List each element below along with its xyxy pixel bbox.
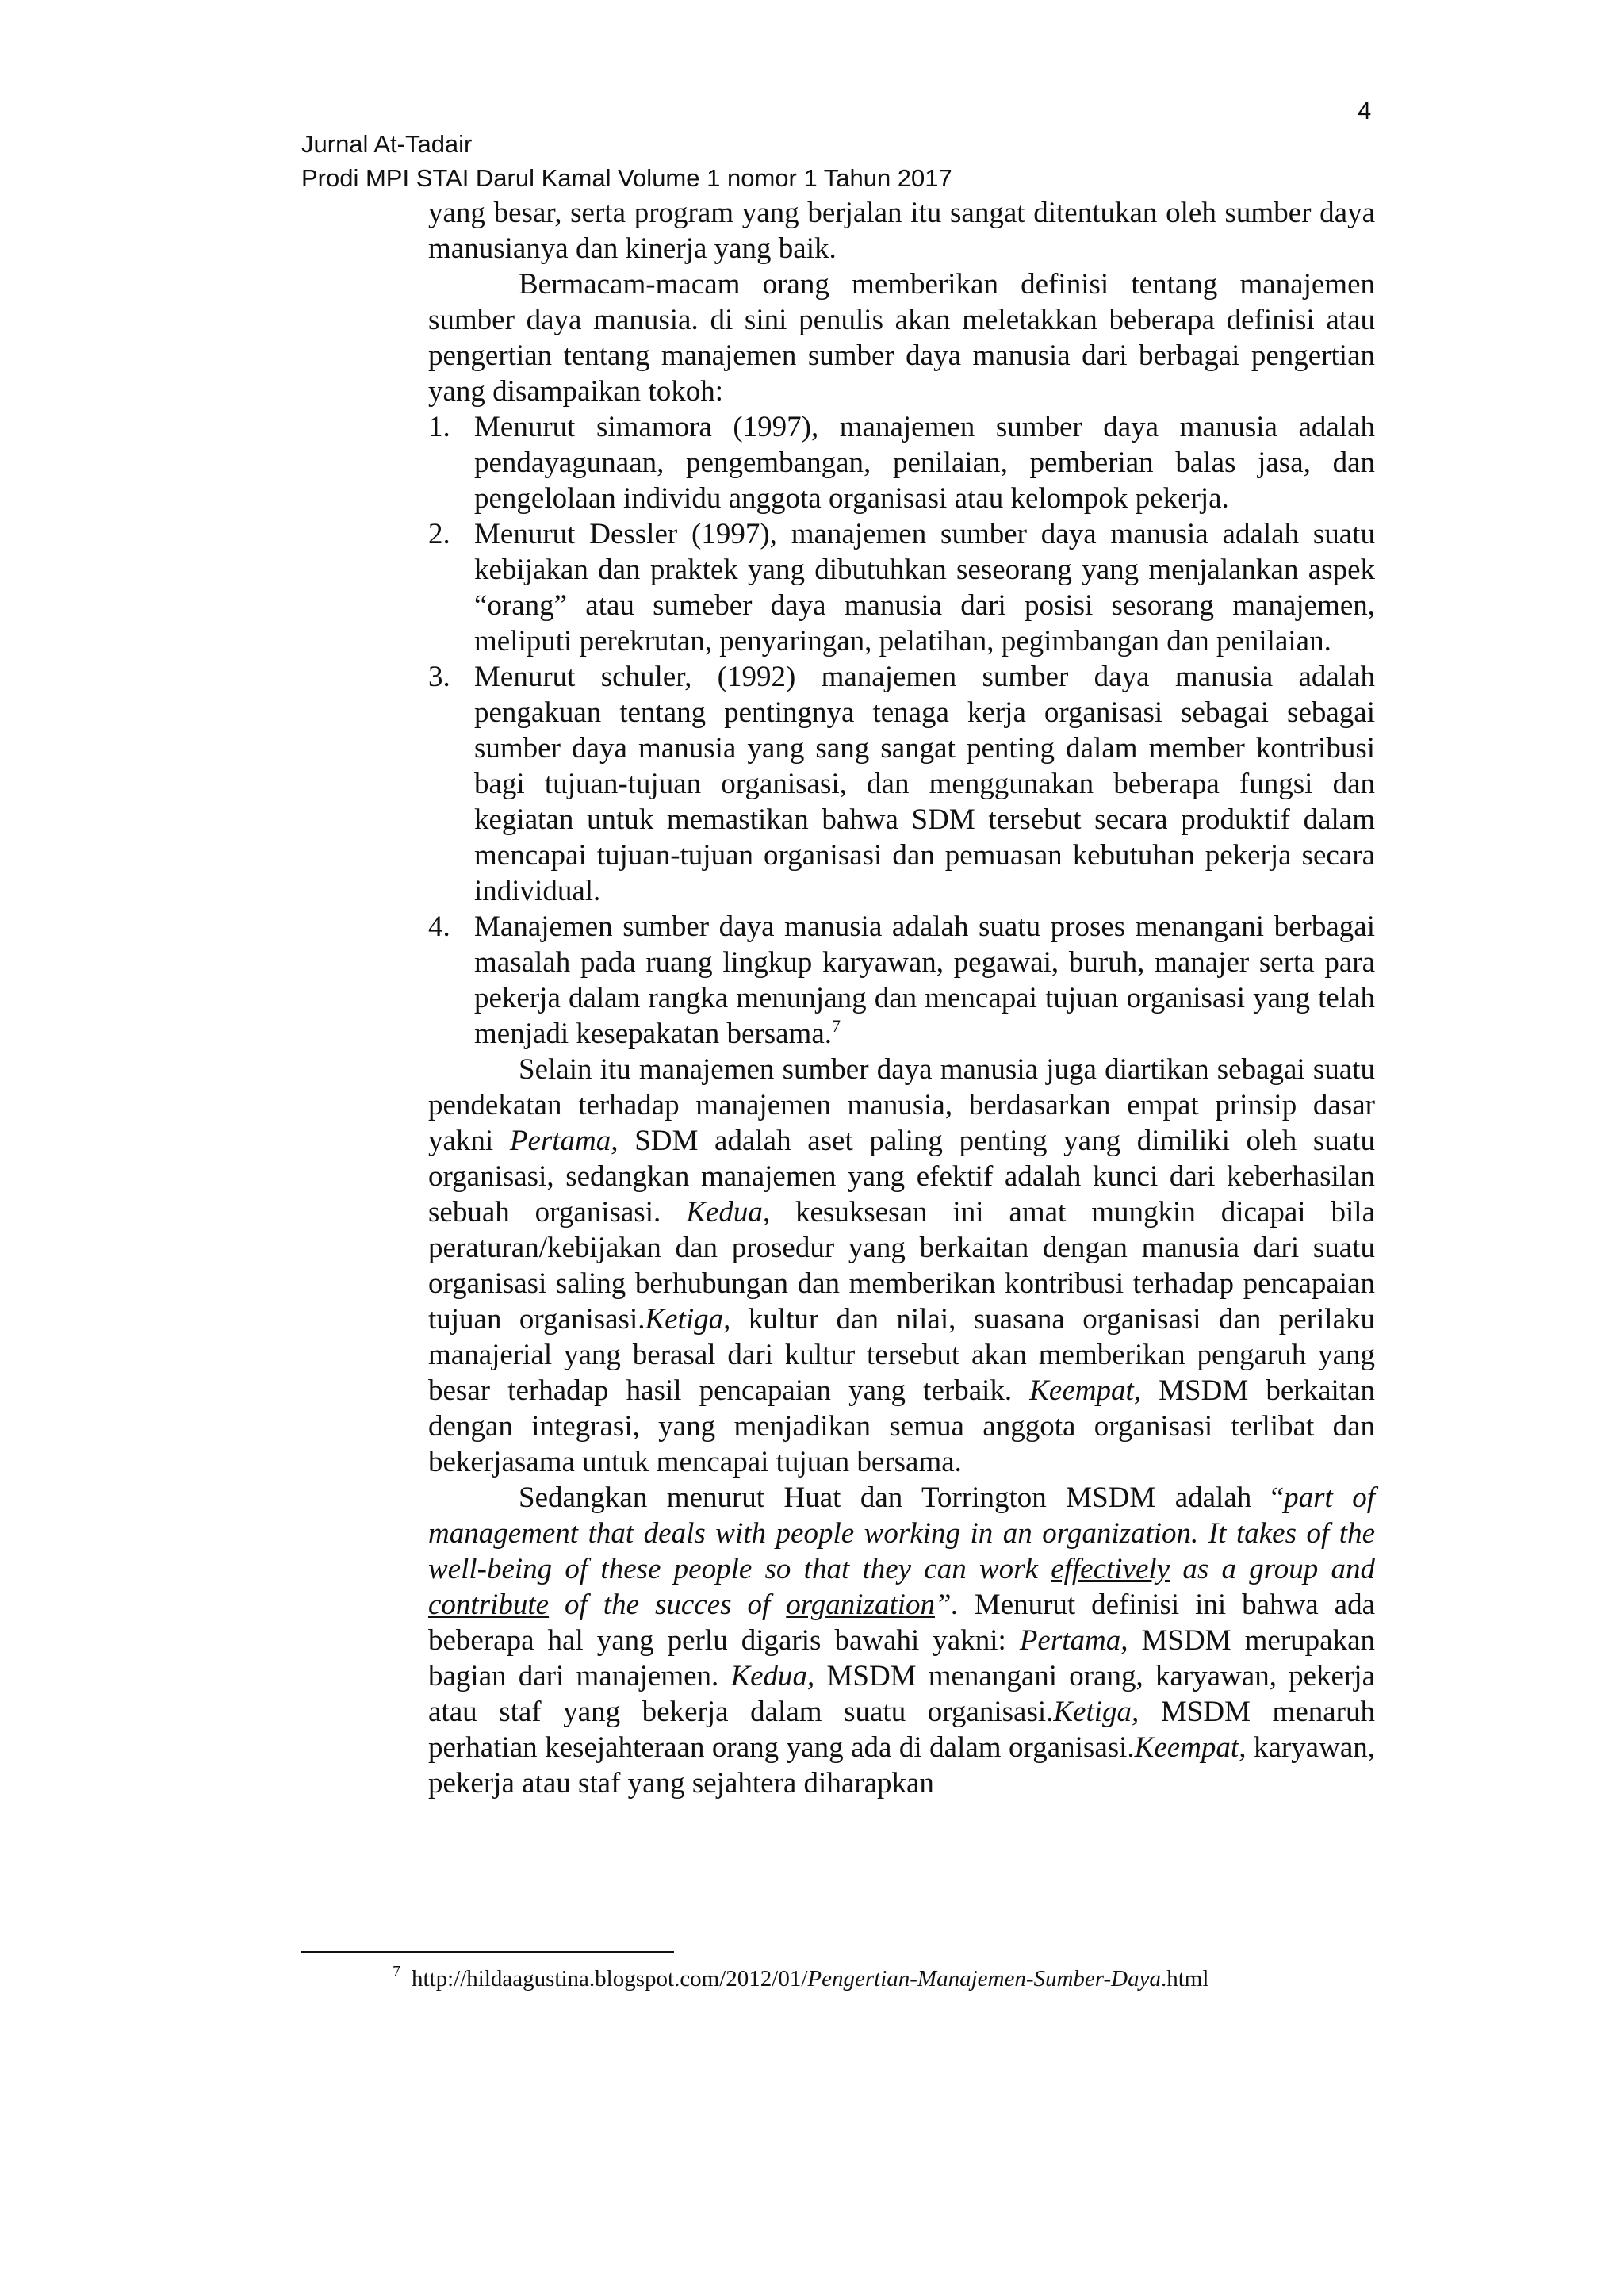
footnote-number: 7 bbox=[393, 1963, 400, 1980]
list-item bbox=[428, 659, 1375, 909]
list-number: 4. bbox=[428, 910, 450, 943]
emphasis-text: Pertama, bbox=[1019, 1624, 1128, 1657]
paragraph-principles bbox=[428, 1052, 1375, 1480]
underlined-term: contribute bbox=[428, 1589, 550, 1621]
underlined-term: organization bbox=[786, 1589, 935, 1621]
footnote bbox=[393, 1964, 1208, 1994]
text-run: , MSDM berkaitan dengan integrasi, yang menjadikan semua anggota organisasi terlibat dan bekerjasama untuk mencapai tujuan bersama. bbox=[428, 1374, 1375, 1478]
text-run: karyawan, pekerja atau staf yang sejahtera diharapkan bbox=[428, 1731, 1375, 1800]
text-run: kultur dan nilai, suasana organisasi dan perilaku manajerial yang berasal dari kultur tersebut akan memberikan pengaruh yang besar terhadap hasil pencapaian yang terbaik. bbox=[428, 1303, 1375, 1407]
emphasis-text: Ketiga, bbox=[1053, 1696, 1139, 1728]
text-run: Menurut definisi ini bahwa ada beberapa hal yang perlu digaris bawahi yakni: bbox=[428, 1589, 1376, 1657]
paragraph-huat-torrington bbox=[428, 1480, 1375, 1801]
quote-text: as a group and bbox=[1170, 1553, 1375, 1585]
text-run: Selain itu manajemen sumber daya manusia juga diartikan sebagai suatu pendekatan terhadap manajemen manusia, berdasarkan empat prinsip dasar yakni bbox=[428, 1053, 1375, 1157]
quote-text: part of management that deals with people working in an organization. It takes of the well-being of these people so that they can work bbox=[428, 1481, 1375, 1585]
text-run: MSDM merupakan bagian dari manajemen. bbox=[428, 1624, 1375, 1692]
list-item-text: Menurut Dessler (1997), manajemen sumber daya manusia adalah suatu kebijakan dan praktek yang dibutuhkan seseorang yang menjalankan aspek “orang” atau sumeber daya manusia dari posisi sesorang manajemen, meliputi perekrutan, penyaringan, pelatihan, pegimbangan dan penilaian. bbox=[474, 518, 1375, 657]
list-item-text: Menurut simamora (1997), manajemen sumber daya manusia adalah pendayagunaan, pengembangan, penilaian, pemberian balas jasa, dan pengelolaan individu anggota organisasi atau kelompok pekerja. bbox=[474, 411, 1375, 515]
journal-issue-info: Prodi MPI STAI Darul Kamal Volume 1 nomor 1 Tahun 2017 bbox=[301, 164, 952, 192]
emphasis-text: Keempat, bbox=[1134, 1731, 1247, 1764]
paragraph-continuation: yang besar, serta program yang berjalan itu sangat ditentukan oleh sumber daya manusianya dan kinerja yang baik. bbox=[428, 197, 1375, 265]
emphasis-text: Keempat bbox=[1029, 1374, 1134, 1407]
underlined-term: effectively bbox=[1051, 1553, 1170, 1585]
text-run: SDM adalah aset paling penting yang dimiliki oleh suatu organisasi, sedangkan manajemen yang efektif adalah kunci dari keberhasilan sebuah organisasi. bbox=[428, 1125, 1376, 1228]
journal-title: Jurnal At-Tadair bbox=[301, 130, 473, 158]
text-run: Sedangkan menurut Huat dan Torrington MSDM adalah “ bbox=[519, 1481, 1285, 1514]
emphasis-text: Pertama, bbox=[509, 1125, 619, 1157]
emphasis-text: Kedua, bbox=[686, 1196, 771, 1228]
list-number: 1. bbox=[428, 411, 450, 443]
footnote-url[interactable]: http://hildaagustina.blogspot.com/2012/01/Pengertian-Manajemen-Sumber-Daya.html bbox=[412, 1966, 1209, 1991]
text-run: MSDM menaruh perhatian kesejahteraan orang yang ada di dalam organisasi. bbox=[428, 1696, 1375, 1764]
page-number: 4 bbox=[1358, 97, 1372, 125]
emphasis-text: Ketiga, bbox=[645, 1303, 731, 1336]
list-item-text: Menurut schuler, (1992) manajemen sumber daya manusia adalah pengakuan tentang pentingnya tenaga kerja organisasi sebagai sebagai sumber daya manusia yang sang sangat penting dalam member kontribusi bagi tujuan-tujuan organisasi, dan menggunakan beberapa fungsi dan kegiatan untuk memastikan bahwa SDM tersebut secara produktif dalam mencapai tujuan-tujuan organisasi dan pemuasan kebutuhan pekerja secara individual. bbox=[474, 661, 1375, 907]
list-number: 3. bbox=[428, 661, 450, 693]
emphasis-text: Kedua, bbox=[730, 1660, 815, 1692]
running-header bbox=[301, 127, 952, 195]
list-item bbox=[428, 516, 1375, 659]
list-item-text: Manajemen sumber daya manusia adalah suatu proses menangani berbagai masalah pada ruang lingkup karyawan, pegawai, buruh, manajer serta para pekerja dalam rangka menunjang dan mencapai tujuan organisasi yang telah menjadi kesepakatan bersama. bbox=[474, 910, 1375, 1050]
text-run: MSDM menangani orang, karyawan, pekerja atau staf yang bekerja dalam suatu organisasi. bbox=[428, 1660, 1375, 1728]
definition-list bbox=[428, 409, 1375, 1052]
list-item bbox=[428, 909, 1375, 1052]
paragraph-definitions-intro: Bermacam-macam orang memberikan definisi tentang manajemen sumber daya manusia. di sini penulis akan meletakkan beberapa definisi atau pengertian tentang manajemen sumber daya manusia dari berbagai pengertian yang disampaikan tokoh: bbox=[428, 268, 1375, 408]
quote-text: ”. bbox=[935, 1589, 959, 1621]
text-run: kesuksesan ini amat mungkin dicapai bila peraturan/kebijakan dan prosedur yang berkaitan dengan manusia dari suatu organisasi saling berhubungan dan memberikan kontribusi terhadap pencapaian tujuan organisasi. bbox=[428, 1196, 1376, 1336]
list-number: 2. bbox=[428, 518, 450, 550]
article-body bbox=[428, 195, 1375, 1801]
footnote-separator bbox=[301, 1951, 674, 1953]
quote-text: of the succes of bbox=[549, 1589, 787, 1621]
footnote-reference: 7 bbox=[832, 1016, 841, 1036]
list-item bbox=[428, 409, 1375, 516]
